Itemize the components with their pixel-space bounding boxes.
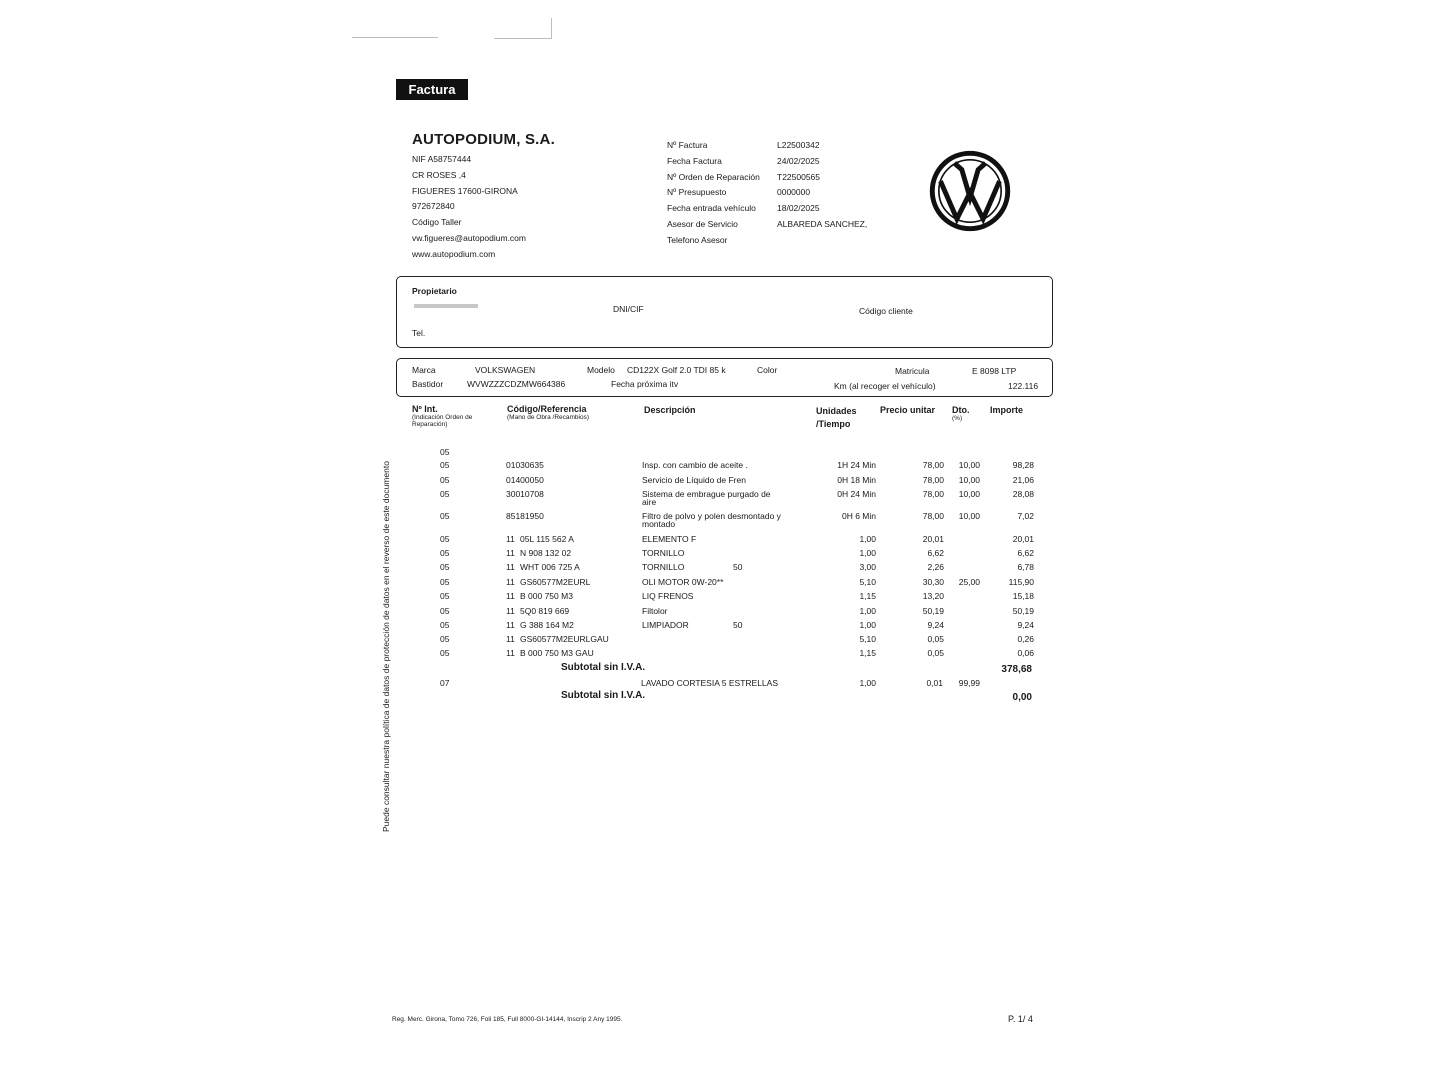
- company-details: [412, 152, 526, 263]
- row-n-int: 05: [440, 447, 450, 457]
- invoice-label: Nº Presupuesto: [667, 187, 727, 198]
- row-description: OLI MOTOR 0W-20**: [642, 577, 724, 587]
- row-type: 11: [506, 534, 515, 544]
- row-n-int: 05: [440, 620, 450, 630]
- row-n-int: 05: [440, 475, 450, 485]
- col-header-codigo: Código/Referencia (Mano de Obra /Recambios): [507, 404, 590, 421]
- row-type: 11: [506, 591, 515, 601]
- row-price: 78,00: [922, 489, 944, 499]
- doc-title-badge: Factura: [396, 79, 468, 100]
- row-code: GS60577M2EURL: [520, 577, 591, 587]
- row-amount: 20,01: [1012, 534, 1034, 544]
- row-amount: 115,90: [1008, 577, 1034, 587]
- row-description: Filtolor: [642, 606, 668, 616]
- col-header-precio: Precio unitar: [880, 405, 936, 415]
- km-label: Km (al recoger el vehículo): [834, 381, 936, 391]
- row-code: B 000 750 M3 GAU: [520, 648, 594, 658]
- company-line: Código Taller: [412, 217, 462, 228]
- row-description: Insp. con cambio de aceite .: [642, 460, 748, 470]
- row-type: 11: [506, 562, 515, 572]
- row-code: GS60577M2EURLGAU: [520, 634, 609, 644]
- row-n-int: 05: [440, 591, 450, 601]
- company-line: 972672840: [412, 201, 455, 212]
- vw-logo-icon: [929, 150, 1011, 232]
- row-amount: 15,18: [1012, 591, 1034, 601]
- row-qty: 0H 18 Min: [837, 475, 876, 485]
- row-description-cont: aire: [642, 497, 657, 507]
- row-description-cont: montado: [642, 519, 676, 529]
- km-value: 122.116: [1008, 381, 1039, 391]
- company-line: www.autopodium.com: [412, 248, 496, 259]
- row-description: LIMPIADOR: [642, 620, 689, 630]
- company-name: AUTOPODIUM, S.A.: [412, 131, 555, 148]
- row-note: 50: [733, 620, 743, 630]
- client-code-label: Código cliente: [859, 306, 913, 316]
- row-price: 78,00: [922, 511, 944, 521]
- row-amount: 7,02: [1017, 511, 1034, 521]
- row-amount: 6,62: [1017, 548, 1034, 558]
- company-line: CR ROSES ,4: [412, 169, 466, 180]
- row-description: TORNILLO: [642, 548, 685, 558]
- row-code: 85181950: [506, 511, 544, 521]
- row-qty: 0H 24 Min: [837, 489, 876, 499]
- col-header-descripcion: Descripción: [644, 405, 696, 415]
- row-qty: 1H 24 Min: [837, 460, 876, 470]
- dni-label: DNI/CIF: [613, 304, 644, 314]
- row-n-int: 05: [440, 489, 450, 499]
- row-type: 11: [506, 548, 515, 558]
- row-qty: 3,00: [859, 562, 876, 572]
- row-description: TORNILLO: [642, 562, 685, 572]
- subtotal-value: 378,68: [1001, 664, 1032, 675]
- row-code: WHT 006 725 A: [520, 562, 580, 572]
- row-type: 11: [506, 606, 515, 616]
- company-line: FIGUERES 17600-GIRONA: [412, 185, 518, 196]
- col-header-importe: Importe: [990, 405, 1024, 415]
- col-header-unidades: Unidades /Tiempo: [816, 406, 857, 429]
- invoice-label: Telefono Asesor: [667, 234, 728, 245]
- col-header-dto: Dto. (%): [952, 405, 970, 422]
- row-amount: 9,24: [1017, 620, 1034, 630]
- subtotal-value: 0,00: [1012, 692, 1032, 703]
- marca-label: Marca: [412, 365, 436, 375]
- invoice-info: [667, 138, 867, 249]
- row-dto: 25,00: [958, 577, 980, 587]
- row-n-int: 05: [440, 634, 450, 644]
- registry-footer: Reg. Merc. Girona, Tomo 726, Foli 185, Full 8000-GI-14144, Inscrip 2 Any 1995.: [392, 1016, 623, 1023]
- row-n-int: 05: [440, 606, 450, 616]
- col-header-nint: Nº Int. (Indicación Orden de Reparación): [412, 404, 473, 428]
- row-n-int: 05: [440, 511, 450, 521]
- row-description: ELEMENTO F: [642, 534, 697, 544]
- row-code: 01400050: [506, 475, 544, 485]
- row-price: 78,00: [922, 460, 944, 470]
- row-amount: 50,19: [1012, 606, 1034, 616]
- modelo-label: Modelo: [587, 365, 615, 375]
- owner-title: Propietario: [412, 286, 457, 296]
- row-qty: 5,10: [859, 634, 876, 644]
- owner-box: [396, 276, 1053, 348]
- row-code: B 000 750 M3: [520, 591, 573, 601]
- invoice-label: Asesor de Servicio: [667, 218, 738, 229]
- company-line: vw.figueres@autopodium.com: [412, 232, 526, 243]
- redacted-name: [414, 304, 478, 308]
- invoice-label: Nº Factura: [667, 140, 708, 150]
- subtotal-label: Subtotal sin I.V.A.: [561, 690, 646, 701]
- row-type: 11: [506, 648, 515, 658]
- company-line: NIF A58757444: [412, 154, 472, 164]
- row-price: 13,20: [922, 591, 944, 601]
- row-qty: 1,00: [859, 534, 876, 544]
- row-amount: 28,08: [1012, 489, 1034, 499]
- row-note: 50: [733, 562, 743, 572]
- extra-row-price: 0,01: [926, 678, 943, 688]
- row-description: Filtro de polvo y polen desmontado y: [642, 511, 781, 521]
- invoice-value: 24/02/2025: [777, 155, 820, 166]
- itv-label: Fecha próxima itv: [611, 379, 679, 389]
- color-label: Color: [757, 365, 778, 375]
- row-price: 9,24: [927, 620, 944, 630]
- row-amount: 21,06: [1012, 475, 1034, 485]
- invoice-value: L22500342: [777, 140, 820, 150]
- row-price: 78,00: [922, 475, 944, 485]
- extra-row-dto: 99,99: [958, 678, 980, 688]
- row-price: 30,30: [922, 577, 944, 587]
- row-code: 01030635: [506, 460, 544, 470]
- invoice-label: Nº Orden de Reparación: [667, 171, 760, 182]
- tel-label: Tel.: [412, 328, 426, 338]
- bastidor-label: Bastidor: [412, 379, 444, 389]
- row-price: 20,01: [922, 534, 944, 544]
- row-n-int: 05: [440, 562, 450, 572]
- invoice-value: T22500565: [777, 171, 821, 182]
- row-code: N 908 132 02: [520, 548, 572, 558]
- row-description: Servicio de Líquido de Fren: [642, 475, 746, 485]
- extra-row-n: 07: [440, 678, 450, 688]
- row-price: 0,05: [927, 634, 944, 644]
- extra-row-desc: LAVADO CORTESIA 5 ESTRELLAS: [641, 678, 778, 688]
- row-qty: 1,15: [859, 648, 876, 658]
- row-price: 2,26: [927, 562, 944, 572]
- row-qty: 1,00: [859, 606, 876, 616]
- invoice-label: Fecha Factura: [667, 155, 722, 166]
- row-qty: 1,00: [859, 548, 876, 558]
- row-qty: 1,00: [859, 620, 876, 630]
- subtotal-label: Subtotal sin I.V.A.: [561, 662, 646, 673]
- matricula-value: E 8098 LTP: [972, 366, 1017, 376]
- row-description: LIQ FRENOS: [642, 591, 694, 601]
- row-n-int: 05: [440, 460, 450, 470]
- row-qty: 0H 6 Min: [841, 511, 876, 521]
- row-code: 30010708: [506, 489, 544, 499]
- row-code: G 388 164 M2: [520, 620, 574, 630]
- row-n-int: 05: [440, 648, 450, 658]
- row-code: 5Q0 819 669: [520, 606, 570, 616]
- row-price: 6,62: [927, 548, 944, 558]
- row-amount: 98,28: [1012, 460, 1034, 470]
- row-code: 05L 115 562 A: [520, 534, 574, 544]
- row-n-int: 05: [440, 548, 450, 558]
- row-qty: 5,10: [859, 577, 876, 587]
- row-type: 11: [506, 577, 515, 587]
- bastidor-value: WVWZZZCDZMW664386: [467, 379, 566, 389]
- row-dto: 10,00: [958, 511, 980, 521]
- extra-row-qty: 1,00: [859, 678, 876, 688]
- row-n-int: 05: [440, 534, 450, 544]
- row-type: 11: [506, 634, 515, 644]
- row-qty: 1,15: [859, 591, 876, 601]
- row-dto: 10,00: [958, 460, 980, 470]
- row-price: 50,19: [922, 606, 944, 616]
- matricula-label: Matricula: [895, 366, 930, 376]
- marca-value: VOLKSWAGEN: [475, 365, 536, 375]
- invoice-value: 0000000: [777, 187, 811, 198]
- invoice-value: ALBAREDA SANCHEZ,: [777, 218, 868, 229]
- row-type: 11: [506, 620, 515, 630]
- row-price: 0,05: [927, 648, 944, 658]
- row-dto: 10,00: [958, 475, 980, 485]
- invoice-value: 18/02/2025: [777, 203, 820, 214]
- row-amount: 0,26: [1017, 634, 1034, 644]
- page-number: P. 1/ 4: [1008, 1014, 1033, 1024]
- row-description: Sistema de embrague purgado de: [642, 489, 771, 499]
- privacy-side-note: Puede consultar nuestra política de datos de protección de datos en el reverso de este documento: [381, 461, 391, 832]
- row-dto: 10,00: [958, 489, 980, 499]
- vehicle-box: [396, 358, 1053, 397]
- row-amount: 6,78: [1017, 562, 1034, 572]
- row-amount: 0,06: [1017, 648, 1034, 658]
- row-n-int: 05: [440, 577, 450, 587]
- modelo-value: CD122X Golf 2.0 TDI 85 k: [627, 365, 726, 375]
- invoice-label: Fecha entrada vehículo: [667, 203, 756, 214]
